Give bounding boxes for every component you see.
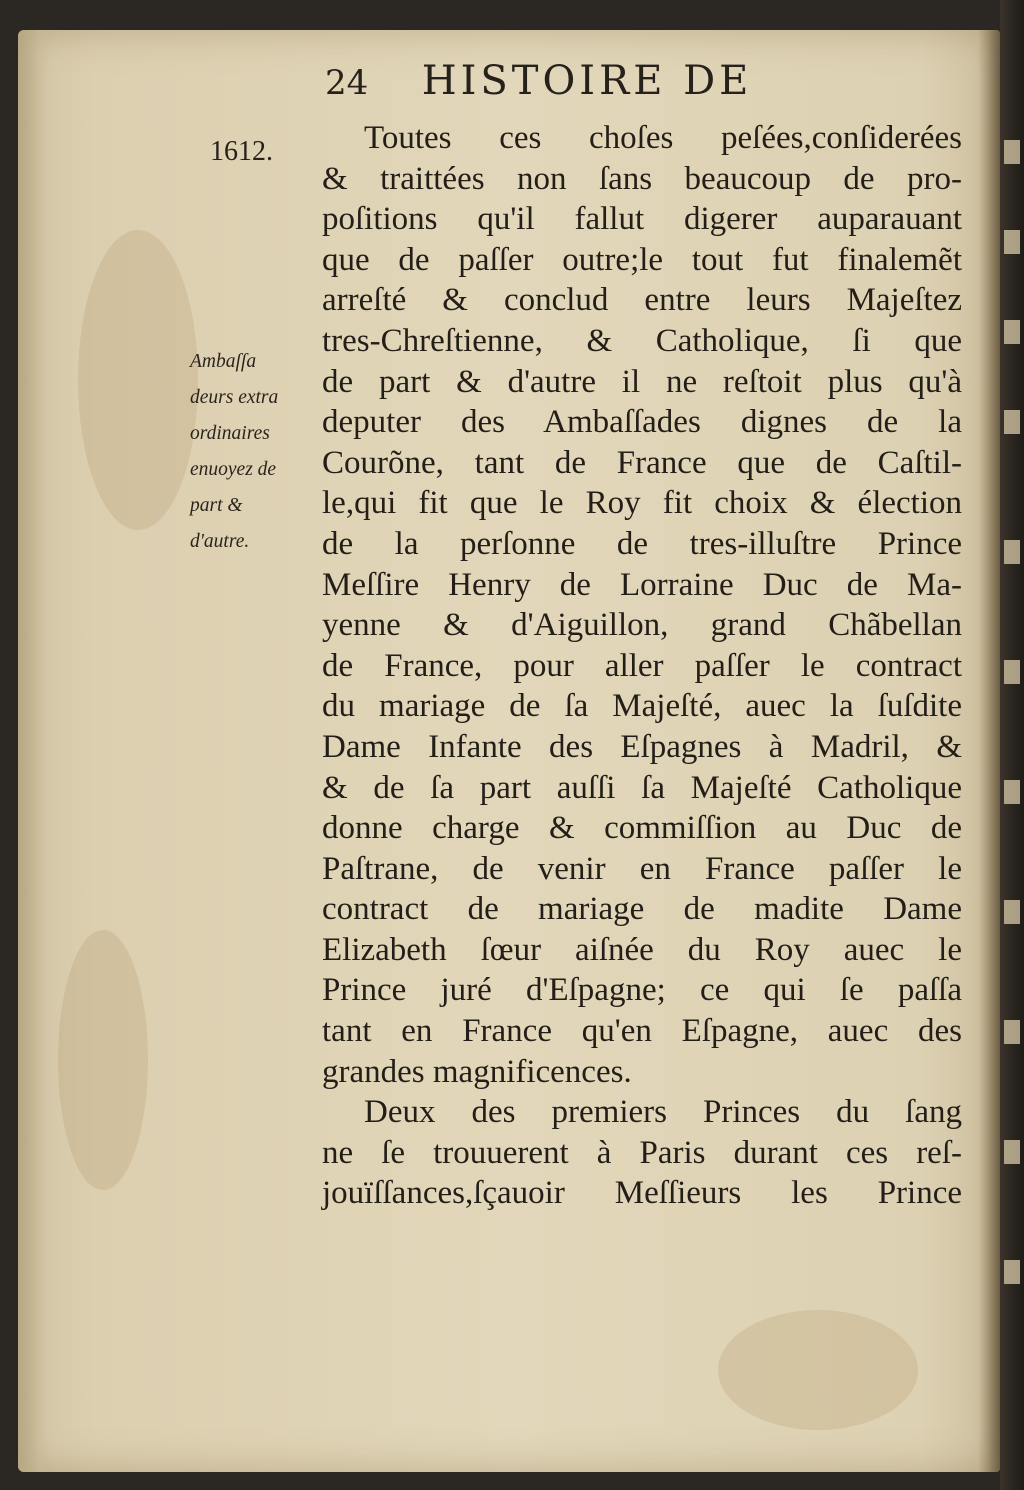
text-line: grandes magnificences. xyxy=(322,1053,632,1090)
page-gutter-shadow xyxy=(18,30,48,1472)
page-edge-shadow xyxy=(978,30,1000,1472)
text-line: yenne & d'Aiguillon, grand Chãbellan xyxy=(322,607,962,644)
text-line: de la perſonne de tres-illuſtre Prince xyxy=(322,525,962,562)
marginal-note-line: part & xyxy=(190,495,243,516)
text-line: tres-Chreſtienne, & Catholique, ſi que xyxy=(322,322,962,359)
text-line: poſitions qu'il fallut digerer auparauant xyxy=(322,201,962,238)
marginal-note-line: ordinaires xyxy=(190,423,270,444)
text-line: de France, pour aller paſſer le contract xyxy=(322,647,962,684)
text-line: Deux des premiers Princes du ſang xyxy=(364,1094,962,1131)
text-line: & de ſa part auſſi ſa Majeſté Catholique xyxy=(322,769,962,806)
running-head xyxy=(325,58,925,118)
text-line: ne ſe trouuerent à Paris durant ces reſ- xyxy=(322,1134,962,1171)
marginal-note-line: Ambaſſa xyxy=(190,351,257,372)
text-line: du mariage de ſa Majeſté, auec la ſuſdite xyxy=(322,688,962,725)
text-line: deputer des Ambaſſades dignes de la xyxy=(322,404,962,441)
body-text xyxy=(322,118,962,1214)
text-line: Toutes ces choſes peſées,conſiderées xyxy=(364,120,962,156)
text-line: que de paſſer outre;le tout fut finalemẽt xyxy=(322,241,962,278)
text-line: & traittées non ſans beaucoup de pro- xyxy=(322,160,962,197)
marginal-note-line: enuoyez de xyxy=(190,459,277,480)
text-line: Elizabeth ſœur aiſnée du Roy auec le xyxy=(322,931,962,968)
text-line: Dame Infante des Eſpagnes à Madril, & xyxy=(322,728,962,765)
text-line: Paſtrane, de venir en France paſſer le xyxy=(322,850,962,887)
marginal-note-line: d'autre. xyxy=(190,531,250,552)
text-line: Prince juré d'Eſpagne; ce qui ſe paſſa xyxy=(322,972,962,1009)
text-line: Courõne, tant de France que de Caſtil- xyxy=(322,444,962,481)
adjacent-page-edge xyxy=(1000,0,1024,1490)
text-line: contract de mariage de madite Dame xyxy=(322,891,962,928)
text-line: tant en France qu'en Eſpagne, auec des xyxy=(322,1013,962,1050)
marginal-note-line: deurs extra xyxy=(190,387,279,408)
text-line: de part & d'autre il ne reſtoit plus qu'à xyxy=(322,363,962,400)
text-line: arreſté & conclud entre leurs Majeſtez xyxy=(322,282,962,319)
page-number: 24 xyxy=(325,63,369,103)
text-line: le,qui fit que le Roy fit choix & élection xyxy=(322,485,962,522)
text-line: donne charge & commiſſion au Duc de xyxy=(322,810,962,847)
text-line: Meſſire Henry de Lorraine Duc de Ma- xyxy=(322,566,962,603)
marginal-note xyxy=(190,344,325,560)
margin-year: 1612. xyxy=(210,136,273,167)
text-line: jouïſſances,ſçauoir Meſſieurs les Prince xyxy=(322,1175,962,1212)
running-title: HISTOIRE DE xyxy=(421,58,753,104)
